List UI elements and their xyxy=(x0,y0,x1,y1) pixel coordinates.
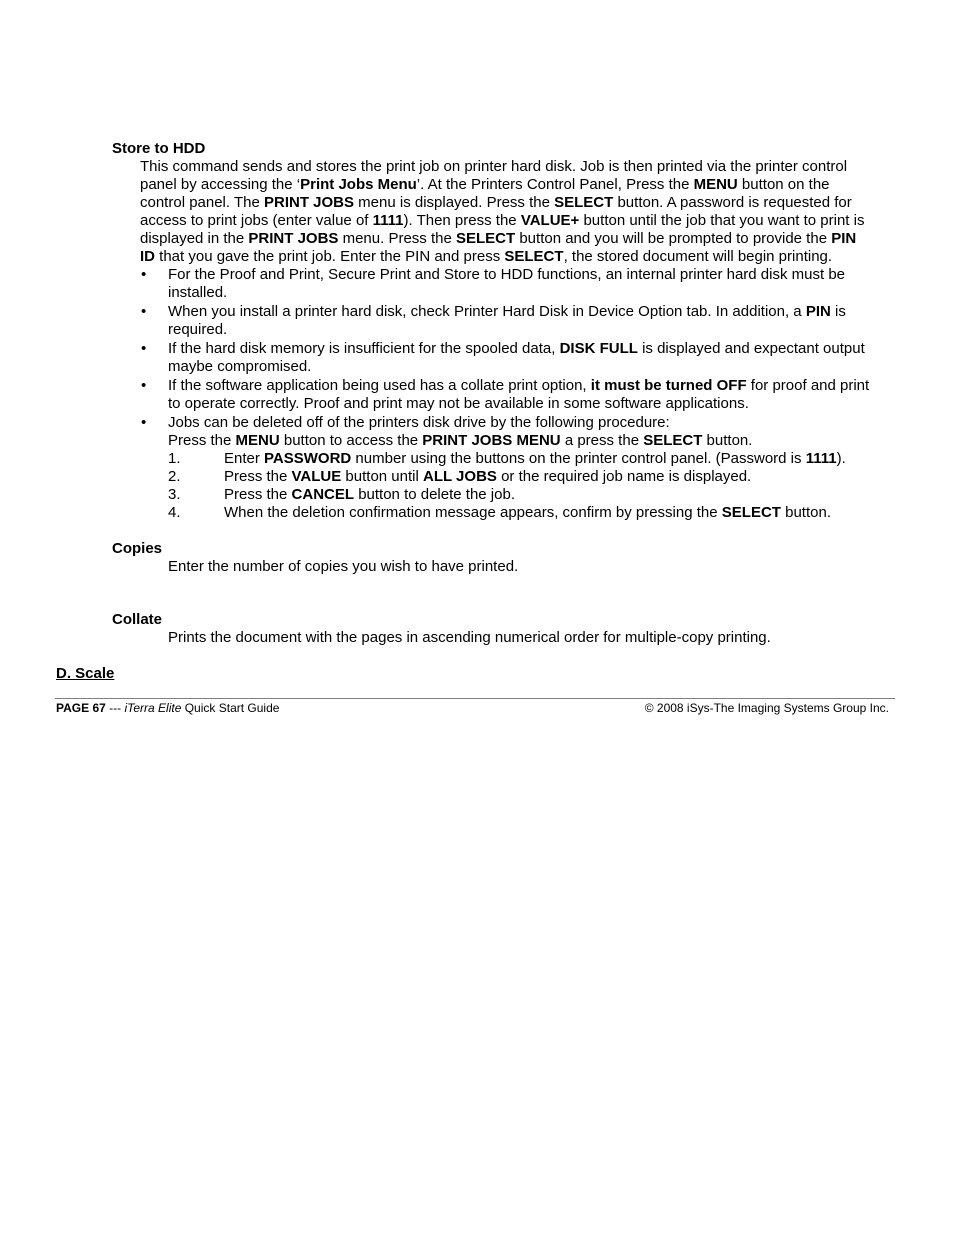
section-heading-copies: Copies xyxy=(112,540,163,557)
step-text: Enter PASSWORD number using the buttons on the printer control panel. (Password is 1111). xyxy=(224,450,846,467)
bullet-text: If the software application being used has a collate print option, it must be turned OFF for proof and print xyxy=(168,377,870,394)
paragraph-line: panel by accessing the ‘Print Jobs Menu’. At the Printers Control Panel, Press the MENU button on the xyxy=(140,176,830,193)
paragraph-line: ID that you gave the print job. Enter the PIN and press SELECT, the stored document will begin printing. xyxy=(140,248,833,265)
step-text: Press the VALUE button until ALL JOBS or the required job name is displayed. xyxy=(224,468,752,485)
bullet-text: Press the MENU button to access the PRINT JOBS MENU a press the SELECT button. xyxy=(168,432,753,449)
paragraph-line: This command sends and stores the print job on printer hard disk. Job is then printed via the printer control xyxy=(140,158,848,175)
bullet-text: maybe compromised. xyxy=(168,358,312,375)
bullet-text: installed. xyxy=(168,284,228,301)
bullet-marker: • xyxy=(141,414,147,431)
footer-page-number: PAGE 67 xyxy=(56,701,106,715)
footer-copyright: © 2008 iSys-The Imaging Systems Group Inc. xyxy=(644,701,889,715)
step-number: 4. xyxy=(168,504,181,521)
bullet-text: required. xyxy=(168,321,228,338)
collate-description: Prints the document with the pages in ascending numerical order for multiple-copy printing. xyxy=(168,629,771,646)
paragraph-line: control panel. The PRINT JOBS menu is displayed. Press the SELECT button. A password is requested for xyxy=(140,194,852,211)
step-number: 2. xyxy=(168,468,181,485)
bullet-text: When you install a printer hard disk, check Printer Hard Disk in Device Option tab. In addition, a PIN is xyxy=(168,303,846,320)
step-text: When the deletion confirmation message appears, confirm by pressing the SELECT button. xyxy=(224,504,831,521)
section-heading-scale: D. Scale xyxy=(56,665,115,682)
bullet-marker: • xyxy=(141,266,147,283)
bullet-text: to operate correctly. Proof and print may not be available in some software applications. xyxy=(168,395,749,412)
copies-description: Enter the number of copies you wish to have printed. xyxy=(168,558,519,575)
footer-left: PAGE 67 --- iTerra Elite Quick Start Guide xyxy=(56,701,280,715)
step-number: 1. xyxy=(168,450,181,467)
section-heading-store-to-hdd: Store to HDD xyxy=(112,140,206,157)
footer-product-name: iTerra Elite xyxy=(124,701,182,715)
bullet-text: If the hard disk memory is insufficient for the spooled data, DISK FULL is displayed and expectant output xyxy=(168,340,865,357)
step-text: Press the CANCEL button to delete the job. xyxy=(224,486,515,503)
bullet-marker: • xyxy=(141,303,147,320)
bullet-marker: • xyxy=(141,340,147,357)
footer-divider xyxy=(55,698,895,699)
step-number: 3. xyxy=(168,486,181,503)
section-heading-collate: Collate xyxy=(112,611,163,628)
paragraph-line: displayed in the PRINT JOBS menu. Press the SELECT button and you will be prompted to provide the PIN xyxy=(140,230,857,247)
bullet-text: Jobs can be deleted off of the printers disk drive by the following procedure: xyxy=(168,414,670,431)
bullet-marker: • xyxy=(141,377,147,394)
paragraph-line: access to print jobs (enter value of 1111). Then press the VALUE+ button until the job that you want to print is xyxy=(140,212,865,229)
bullet-text: For the Proof and Print, Secure Print and Store to HDD functions, an internal printer hard disk must be xyxy=(168,266,845,283)
